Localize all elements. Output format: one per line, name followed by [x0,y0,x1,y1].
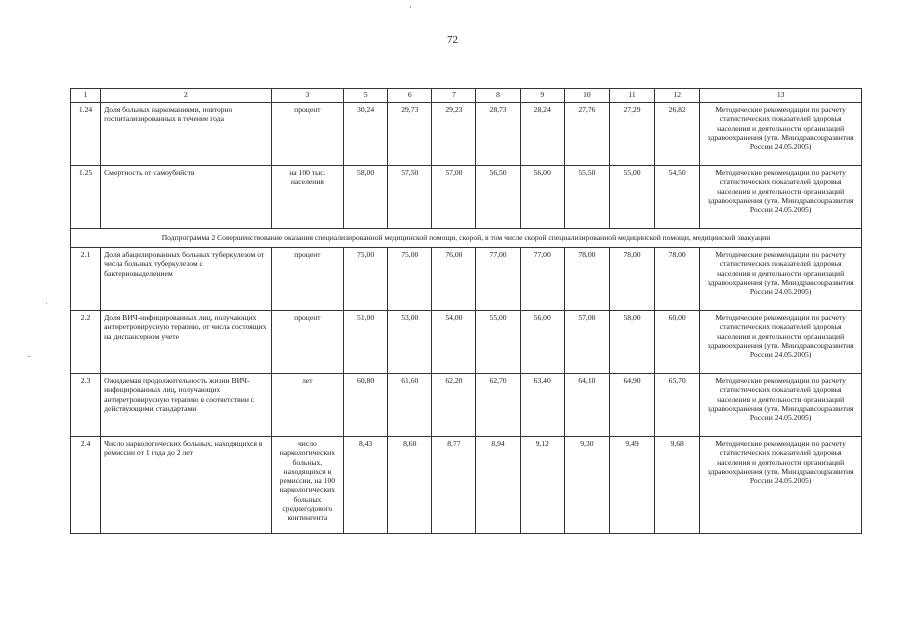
value-cell: 8,77 [432,437,476,534]
row-number: 2.3 [71,374,101,437]
indicator-name: Доля ВИЧ-инфицированных лиц, получающих антиретровирусную терапию, от числа состоящих на диспансерном учете [101,311,272,374]
unit-cell: на 100 тыс. населения [271,166,343,229]
value-cell: 75,00 [388,248,432,311]
value-cell: 60,00 [655,311,700,374]
value-cell: 64,10 [564,374,609,437]
value-cell: 27,76 [564,103,609,166]
value-cell: 75,00 [344,248,388,311]
value-cell: 51,00 [344,311,388,374]
table-row [71,103,862,166]
unit-cell: процент [271,248,343,311]
value-cell: 58,00 [344,166,388,229]
header-cell: 6 [388,89,432,103]
value-cell: 28,73 [476,103,520,166]
value-cell: 8,94 [476,437,520,534]
table-row [71,248,862,311]
header-row [71,89,862,103]
value-cell: 57,50 [388,166,432,229]
value-cell: 9,68 [655,437,700,534]
table-row [71,311,862,374]
header-cell: 2 [101,89,272,103]
value-cell: 53,00 [388,311,432,374]
header-cell: 12 [655,89,700,103]
unit-cell: процент [271,311,343,374]
scan-speck [46,303,47,304]
page-number: 72 [447,34,458,46]
value-cell: 78,00 [564,248,609,311]
value-cell: 57,00 [432,166,476,229]
value-cell: 56,00 [520,311,564,374]
value-cell: 61,60 [388,374,432,437]
value-cell: 29,73 [388,103,432,166]
indicator-name: Ожидаемая продолжительность жизни ВИЧ-инфицированных лиц, получающих антиретровирусную терапию в соответствии с действующими стандартами [101,374,272,437]
row-number: 2.1 [71,248,101,311]
subprogram-title: Подпрограмма 2 Совершенствование оказания специализированной медицинской помощи, скорой, в том числе скорой специализированной медицинской помощи, медицинской эвакуации [71,229,862,248]
source-cell: Методические рекомендации по расчету статистических показателей здоровья населения и деятельности организаций здравоохранения (утв. Минздравсоцразвития России 24.05.2005) [700,166,862,229]
header-cell: 5 [344,89,388,103]
row-number: 2.4 [71,437,101,534]
header-cell: 11 [609,89,654,103]
value-cell: 8,60 [388,437,432,534]
indicator-name: Доля абацилированных больных туберкулезом от числа больных туберкулезом с бактериовыделением [101,248,272,311]
value-cell: 62,20 [432,374,476,437]
value-cell: 54,50 [655,166,700,229]
indicator-name: Число наркологических больных, находящихся в ремиссии от 1 года до 2 лет [101,437,272,534]
row-number: 1.25 [71,166,101,229]
unit-cell: число наркологических больных, находящихся в ремиссии, на 100 наркологических больных среднегодового контингента [271,437,343,534]
value-cell: 8,43 [344,437,388,534]
scan-speck [410,6,411,8]
source-cell: Методические рекомендации по расчету статистических показателей здоровья населения и деятельности организаций здравоохранения (утв. Минздравсоцразвития России 24.05.2005) [700,311,862,374]
header-cell: 7 [432,89,476,103]
source-cell: Методические рекомендации по расчету статистических показателей здоровья населения и деятельности организаций здравоохранения (утв. Минздравсоцразвития России 24.05.2005) [700,103,862,166]
value-cell: 55,00 [609,166,654,229]
value-cell: 9,30 [564,437,609,534]
source-cell: Методические рекомендации по расчету статистических показателей здоровья населения и деятельности организаций здравоохранения (утв. Минздравсоцразвития России 24.05.2005) [700,437,862,534]
source-cell: Методические рекомендации по расчету статистических показателей здоровья населения и деятельности организаций здравоохранения (утв. Минздравсоцразвития России 24.05.2005) [700,374,862,437]
source-cell: Методические рекомендации по расчету статистических показателей здоровья населения и деятельности организаций здравоохранения (утв. Минздравсоцразвития России 24.05.2005) [700,248,862,311]
value-cell: 28,24 [520,103,564,166]
header-cell: 10 [564,89,609,103]
value-cell: 9,12 [520,437,564,534]
indicator-name: Доля больных наркоманиями, повторно госпитализированных в течение года [101,103,272,166]
value-cell: 29,23 [432,103,476,166]
value-cell: 57,00 [564,311,609,374]
value-cell: 65,70 [655,374,700,437]
value-cell: 26,82 [655,103,700,166]
value-cell: 27,29 [609,103,654,166]
value-cell: 55,50 [564,166,609,229]
indicator-name: Смертность от самоубийств [101,166,272,229]
table-row [71,374,862,437]
value-cell: 78,00 [609,248,654,311]
value-cell: 76,00 [432,248,476,311]
header-cell: 1 [71,89,101,103]
unit-cell: процент [271,103,343,166]
header-cell: 13 [700,89,862,103]
value-cell: 77,00 [520,248,564,311]
value-cell: 55,00 [476,311,520,374]
value-cell: 63,40 [520,374,564,437]
value-cell: 56,00 [520,166,564,229]
table-row [71,437,862,534]
unit-cell: лет [271,374,343,437]
value-cell: 78,00 [655,248,700,311]
subprogram-row [71,229,862,248]
row-number: 1.24 [71,103,101,166]
value-cell: 58,00 [609,311,654,374]
value-cell: 54,00 [432,311,476,374]
value-cell: 56,50 [476,166,520,229]
table-row [71,166,862,229]
value-cell: 62,70 [476,374,520,437]
header-cell: 3 [271,89,343,103]
header-cell: 8 [476,89,520,103]
row-number: 2.2 [71,311,101,374]
value-cell: 30,24 [344,103,388,166]
value-cell: 60,80 [344,374,388,437]
indicators-table [70,88,862,534]
scan-speck [28,356,30,357]
value-cell: 9,49 [609,437,654,534]
header-cell: 9 [520,89,564,103]
value-cell: 64,90 [609,374,654,437]
value-cell: 77,00 [476,248,520,311]
